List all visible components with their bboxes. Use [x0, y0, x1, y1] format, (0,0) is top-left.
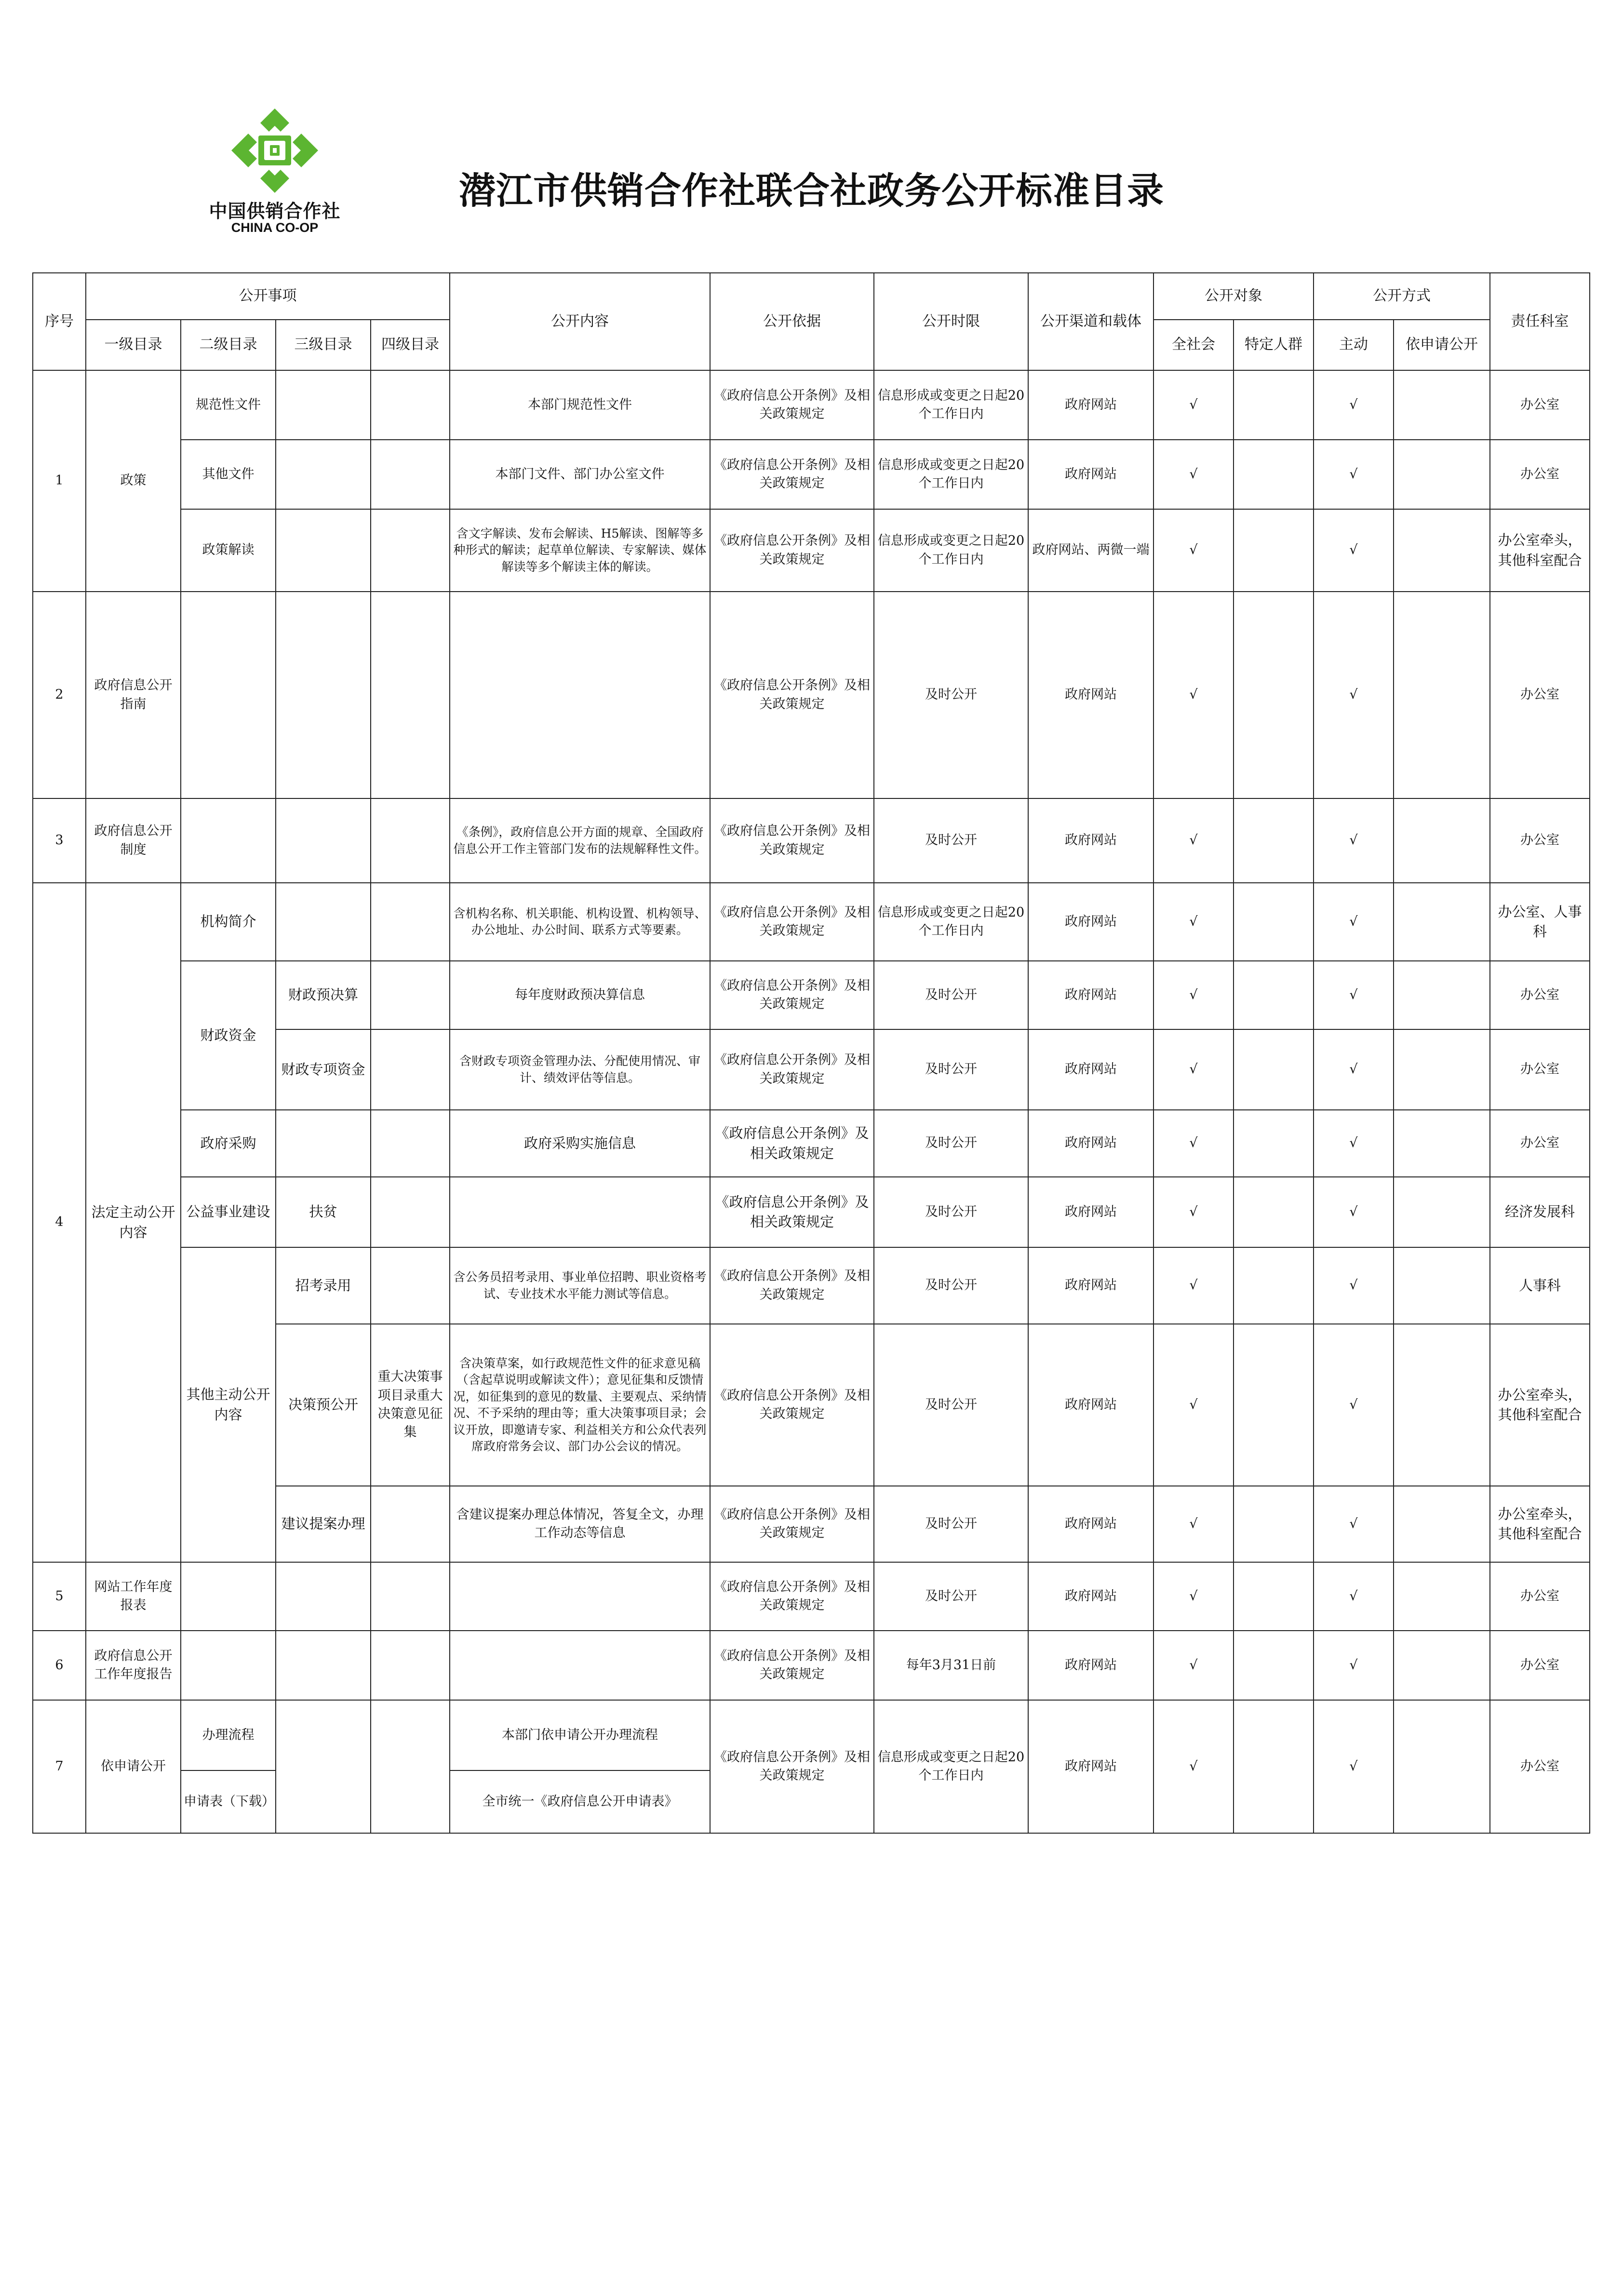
- channel-cell: 政府网站: [1028, 1177, 1154, 1247]
- target-all-check: √: [1154, 1110, 1234, 1177]
- level2-cell: 政策解读: [181, 509, 276, 592]
- target-specific-cell: [1234, 440, 1314, 509]
- target-all-check: √: [1154, 1029, 1234, 1110]
- target-all-check: √: [1154, 1631, 1234, 1700]
- table-row: [33, 798, 1590, 883]
- seq-cell: 7: [33, 1700, 86, 1833]
- method-request-cell: [1394, 1631, 1490, 1700]
- seq-cell: 1: [33, 370, 86, 592]
- logo-chinese-text: 中国供销合作社: [209, 201, 341, 222]
- target-all-check: √: [1154, 961, 1234, 1029]
- channel-cell: 政府网站: [1028, 1324, 1154, 1486]
- time-cell: 每年3月31日前: [874, 1631, 1028, 1700]
- target-all-check: √: [1154, 1247, 1234, 1324]
- content-cell: 政府采购实施信息: [450, 1110, 710, 1177]
- level4-cell: [371, 592, 450, 798]
- method-request-cell: [1394, 1324, 1490, 1486]
- basis-cell: 《政府信息公开条例》及相关政策规定: [710, 1247, 874, 1324]
- content-cell: 含财政专项资金管理办法、分配使用情况、审计、绩效评估等信息。: [450, 1029, 710, 1110]
- time-cell: 及时公开: [874, 1486, 1028, 1562]
- content-cell: 本部门文件、部门办公室文件: [450, 440, 710, 509]
- target-all-check: √: [1154, 1324, 1234, 1486]
- header-level2: 二级目录: [181, 320, 276, 370]
- header-method-request: 依申请公开: [1394, 320, 1490, 370]
- channel-cell: 政府网站、两微一端: [1028, 509, 1154, 592]
- header-basis: 公开依据: [710, 273, 874, 370]
- dept-cell: 办公室: [1490, 592, 1590, 798]
- table-row: [33, 1562, 1590, 1631]
- level4-cell: [371, 1700, 450, 1833]
- method-request-cell: [1394, 798, 1490, 883]
- target-all-check: √: [1154, 370, 1234, 440]
- method-active-check: √: [1314, 1029, 1394, 1110]
- content-cell: 《条例》，政府信息公开方面的规章、全国政府信息公开工作主管部门发布的法规解释性文件。: [450, 798, 710, 883]
- level1-cell: 政策: [86, 370, 181, 592]
- level1-cell: 网站工作年度报表: [86, 1562, 181, 1631]
- target-specific-cell: [1234, 592, 1314, 798]
- channel-cell: 政府网站: [1028, 592, 1154, 798]
- dept-cell: 办公室: [1490, 798, 1590, 883]
- level3-cell: [276, 1110, 371, 1177]
- table-row: [33, 1631, 1590, 1700]
- basis-cell: 《政府信息公开条例》及相关政策规定: [710, 1486, 874, 1562]
- basis-cell: 《政府信息公开条例》及相关政策规定: [710, 1110, 874, 1177]
- method-request-cell: [1394, 592, 1490, 798]
- method-active-check: √: [1314, 1631, 1394, 1700]
- dept-cell: 办公室牵头，其他科室配合: [1490, 1324, 1590, 1486]
- seq-cell: 2: [33, 592, 86, 798]
- channel-cell: 政府网站: [1028, 1700, 1154, 1833]
- time-cell: 及时公开: [874, 1029, 1028, 1110]
- method-active-check: √: [1314, 798, 1394, 883]
- dept-cell: 办公室: [1490, 1631, 1590, 1700]
- header-level4: 四级目录: [371, 320, 450, 370]
- target-all-check: √: [1154, 1486, 1234, 1562]
- time-cell: 及时公开: [874, 1177, 1028, 1247]
- level3-cell: [276, 1700, 371, 1833]
- target-specific-cell: [1234, 1029, 1314, 1110]
- channel-cell: 政府网站: [1028, 370, 1154, 440]
- basis-cell: 《政府信息公开条例》及相关政策规定: [710, 1177, 874, 1247]
- level3-cell: 财政专项资金: [276, 1029, 371, 1110]
- dept-cell: 办公室: [1490, 440, 1590, 509]
- seq-cell: 4: [33, 883, 86, 1562]
- method-active-check: √: [1314, 1177, 1394, 1247]
- header-dept: 责任科室: [1490, 273, 1590, 370]
- target-all-check: √: [1154, 1562, 1234, 1631]
- basis-cell: 《政府信息公开条例》及相关政策规定: [710, 1700, 874, 1833]
- level2-cell: 政府采购: [181, 1110, 276, 1177]
- level3-cell: 决策预公开: [276, 1324, 371, 1486]
- method-request-cell: [1394, 1486, 1490, 1562]
- channel-cell: 政府网站: [1028, 1562, 1154, 1631]
- time-cell: 信息形成或变更之日起20个工作日内: [874, 1700, 1028, 1833]
- disclosure-catalog-table: [32, 272, 1590, 1834]
- level2-cell: [181, 1631, 276, 1700]
- table-row: [33, 440, 1590, 509]
- basis-cell: 《政府信息公开条例》及相关政策规定: [710, 798, 874, 883]
- table-row: [33, 961, 1590, 1029]
- seq-cell: 3: [33, 798, 86, 883]
- level4-cell: [371, 1029, 450, 1110]
- level1-cell: 政府信息公开工作年度报告: [86, 1631, 181, 1700]
- method-request-cell: [1394, 440, 1490, 509]
- header-matters: 公开事项: [86, 273, 450, 320]
- target-specific-cell: [1234, 1324, 1314, 1486]
- target-specific-cell: [1234, 1562, 1314, 1631]
- dept-cell: 人事科: [1490, 1247, 1590, 1324]
- content-cell: 含公务员招考录用、事业单位招聘、职业资格考试、专业技术水平能力测试等信息。: [450, 1247, 710, 1324]
- time-cell: 及时公开: [874, 1110, 1028, 1177]
- channel-cell: 政府网站: [1028, 1110, 1154, 1177]
- time-cell: 及时公开: [874, 1324, 1028, 1486]
- target-specific-cell: [1234, 1700, 1314, 1833]
- level4-cell: [371, 1177, 450, 1247]
- method-active-check: √: [1314, 1486, 1394, 1562]
- content-cell: 含建议提案办理总体情况，答复全文，办理工作动态等信息: [450, 1486, 710, 1562]
- time-cell: 及时公开: [874, 798, 1028, 883]
- channel-cell: 政府网站: [1028, 1029, 1154, 1110]
- target-all-check: √: [1154, 1177, 1234, 1247]
- content-cell: 含决策草案，如行政规范性文件的征求意见稿（含起草说明或解读文件）；意见征集和反馈情况，如征集到的意见的数量、主要观点、采纳情况、不予采纳的理由等；重大决策事项目录；会议开放，即邀请专家、利益相关方和公众代表列席政府常务会议、部门办公会议的情况。: [450, 1324, 710, 1486]
- level4-cell: [371, 961, 450, 1029]
- header-level3: 三级目录: [276, 320, 371, 370]
- method-request-cell: [1394, 1562, 1490, 1631]
- header-channel: 公开渠道和载体: [1028, 273, 1154, 370]
- method-active-check: √: [1314, 1247, 1394, 1324]
- time-cell: 信息形成或变更之日起20个工作日内: [874, 883, 1028, 961]
- level2-cell: 其他文件: [181, 440, 276, 509]
- dept-cell: 办公室: [1490, 961, 1590, 1029]
- seq-cell: 5: [33, 1562, 86, 1631]
- dept-cell: 办公室: [1490, 1029, 1590, 1110]
- header-method-active: 主动: [1314, 320, 1394, 370]
- level3-cell: [276, 370, 371, 440]
- level3-cell: [276, 798, 371, 883]
- target-specific-cell: [1234, 509, 1314, 592]
- content-cell: [450, 592, 710, 798]
- basis-cell: 《政府信息公开条例》及相关政策规定: [710, 1631, 874, 1700]
- level4-cell: [371, 798, 450, 883]
- header-target: 公开对象: [1154, 273, 1314, 320]
- page-title: 潜江市供销合作社联合社政务公开标准目录: [459, 169, 1164, 212]
- time-cell: 及时公开: [874, 1247, 1028, 1324]
- seq-cell: 6: [33, 1631, 86, 1700]
- channel-cell: 政府网站: [1028, 961, 1154, 1029]
- header-content: 公开内容: [450, 273, 710, 370]
- target-all-check: √: [1154, 440, 1234, 509]
- dept-cell: 办公室、人事科: [1490, 883, 1590, 961]
- table-row: [33, 1700, 1590, 1770]
- content-cell: 每年度财政预决算信息: [450, 961, 710, 1029]
- method-request-cell: [1394, 1700, 1490, 1833]
- dept-cell: 办公室: [1490, 1110, 1590, 1177]
- channel-cell: 政府网站: [1028, 1631, 1154, 1700]
- table-row: [33, 1177, 1590, 1247]
- method-active-check: √: [1314, 1110, 1394, 1177]
- header-method: 公开方式: [1314, 273, 1490, 320]
- dept-cell: 办公室: [1490, 1700, 1590, 1833]
- channel-cell: 政府网站: [1028, 1247, 1154, 1324]
- level4-cell: [371, 509, 450, 592]
- method-active-check: √: [1314, 592, 1394, 798]
- target-all-check: √: [1154, 883, 1234, 961]
- target-specific-cell: [1234, 1110, 1314, 1177]
- table-row: [33, 1110, 1590, 1177]
- level1-cell: 政府信息公开指南: [86, 592, 181, 798]
- dept-cell: 办公室牵头，其他科室配合: [1490, 1486, 1590, 1562]
- content-cell: 本部门依申请公开办理流程: [450, 1700, 710, 1770]
- level3-cell: 财政预决算: [276, 961, 371, 1029]
- basis-cell: 《政府信息公开条例》及相关政策规定: [710, 1324, 874, 1486]
- target-all-check: √: [1154, 509, 1234, 592]
- basis-cell: 《政府信息公开条例》及相关政策规定: [710, 509, 874, 592]
- level4-cell: [371, 1110, 450, 1177]
- method-request-cell: [1394, 1247, 1490, 1324]
- target-specific-cell: [1234, 370, 1314, 440]
- basis-cell: 《政府信息公开条例》及相关政策规定: [710, 961, 874, 1029]
- dept-cell: 经济发展科: [1490, 1177, 1590, 1247]
- level4-cell: [371, 370, 450, 440]
- table-row: [33, 592, 1590, 798]
- level2-cell: 公益事业建设: [181, 1177, 276, 1247]
- target-specific-cell: [1234, 961, 1314, 1029]
- level2-cell: [181, 1562, 276, 1631]
- method-active-check: √: [1314, 1562, 1394, 1631]
- target-specific-cell: [1234, 1631, 1314, 1700]
- basis-cell: 《政府信息公开条例》及相关政策规定: [710, 1029, 874, 1110]
- level3-cell: 扶贫: [276, 1177, 371, 1247]
- method-request-cell: [1394, 961, 1490, 1029]
- time-cell: 及时公开: [874, 592, 1028, 798]
- target-specific-cell: [1234, 1486, 1314, 1562]
- method-request-cell: [1394, 509, 1490, 592]
- content-cell: 本部门规范性文件: [450, 370, 710, 440]
- method-active-check: √: [1314, 961, 1394, 1029]
- level2-cell: 其他主动公开内容: [181, 1247, 276, 1562]
- target-specific-cell: [1234, 1247, 1314, 1324]
- method-active-check: √: [1314, 1700, 1394, 1833]
- target-specific-cell: [1234, 798, 1314, 883]
- method-active-check: √: [1314, 440, 1394, 509]
- level2-cell: 机构简介: [181, 883, 276, 961]
- dept-cell: 办公室牵头，其他科室配合: [1490, 509, 1590, 592]
- table-row: [33, 883, 1590, 961]
- basis-cell: 《政府信息公开条例》及相关政策规定: [710, 440, 874, 509]
- basis-cell: 《政府信息公开条例》及相关政策规定: [710, 1562, 874, 1631]
- level4-cell: [371, 1631, 450, 1700]
- header-target-all: 全社会: [1154, 320, 1234, 370]
- method-request-cell: [1394, 1029, 1490, 1110]
- level3-cell: [276, 1562, 371, 1631]
- time-cell: 信息形成或变更之日起20个工作日内: [874, 370, 1028, 440]
- header-seq: 序号: [33, 273, 86, 370]
- basis-cell: 《政府信息公开条例》及相关政策规定: [710, 370, 874, 440]
- level3-cell: [276, 592, 371, 798]
- level3-cell: [276, 440, 371, 509]
- table-row: [33, 509, 1590, 592]
- level3-cell: [276, 509, 371, 592]
- method-request-cell: [1394, 1177, 1490, 1247]
- level4-cell: [371, 883, 450, 961]
- content-cell: 全市统一《政府信息公开申请表》: [450, 1770, 710, 1833]
- level4-cell: [371, 1486, 450, 1562]
- level4-cell: [371, 1247, 450, 1324]
- level2-cell: [181, 592, 276, 798]
- content-cell: [450, 1177, 710, 1247]
- dept-cell: 办公室: [1490, 370, 1590, 440]
- level4-cell: [371, 440, 450, 509]
- logo-english-text: CHINA CO-OP: [231, 220, 319, 235]
- level3-cell: 招考录用: [276, 1247, 371, 1324]
- content-cell: [450, 1631, 710, 1700]
- level2-cell: 办理流程: [181, 1700, 276, 1770]
- header-level1: 一级目录: [86, 320, 181, 370]
- content-cell: [450, 1562, 710, 1631]
- table-row: [33, 1247, 1590, 1324]
- channel-cell: 政府网站: [1028, 798, 1154, 883]
- time-cell: 及时公开: [874, 961, 1028, 1029]
- basis-cell: 《政府信息公开条例》及相关政策规定: [710, 592, 874, 798]
- time-cell: 及时公开: [874, 1562, 1028, 1631]
- level4-cell: 重大决策事项目录重大决策意见征集: [371, 1324, 450, 1486]
- level3-cell: [276, 883, 371, 961]
- method-active-check: √: [1314, 1324, 1394, 1486]
- time-cell: 信息形成或变更之日起20个工作日内: [874, 509, 1028, 592]
- channel-cell: 政府网站: [1028, 1486, 1154, 1562]
- content-cell: 含机构名称、机关职能、机构设置、机构领导、办公地址、办公时间、联系方式等要素。: [450, 883, 710, 961]
- header-target-specific: 特定人群: [1234, 320, 1314, 370]
- target-specific-cell: [1234, 1177, 1314, 1247]
- method-request-cell: [1394, 883, 1490, 961]
- level4-cell: [371, 1562, 450, 1631]
- level1-cell: 政府信息公开制度: [86, 798, 181, 883]
- channel-cell: 政府网站: [1028, 440, 1154, 509]
- target-all-check: √: [1154, 798, 1234, 883]
- level2-cell: 申请表（下载）: [181, 1770, 276, 1833]
- method-request-cell: [1394, 1110, 1490, 1177]
- method-active-check: √: [1314, 509, 1394, 592]
- dept-cell: 办公室: [1490, 1562, 1590, 1631]
- method-active-check: √: [1314, 370, 1394, 440]
- level1-cell: 法定主动公开内容: [86, 883, 181, 1562]
- level3-cell: 建议提案办理: [276, 1486, 371, 1562]
- level2-cell: 财政资金: [181, 961, 276, 1110]
- target-all-check: √: [1154, 592, 1234, 798]
- table-row: [33, 370, 1590, 440]
- channel-cell: 政府网站: [1028, 883, 1154, 961]
- target-specific-cell: [1234, 883, 1314, 961]
- level3-cell: [276, 1631, 371, 1700]
- time-cell: 信息形成或变更之日起20个工作日内: [874, 440, 1028, 509]
- header-time: 公开时限: [874, 273, 1028, 370]
- level2-cell: 规范性文件: [181, 370, 276, 440]
- level1-cell: 依申请公开: [86, 1700, 181, 1833]
- target-all-check: √: [1154, 1700, 1234, 1833]
- method-active-check: √: [1314, 883, 1394, 961]
- basis-cell: 《政府信息公开条例》及相关政策规定: [710, 883, 874, 961]
- level2-cell: [181, 798, 276, 883]
- content-cell: 含文字解读、发布会解读、H5解读、图解等多种形式的解读；起草单位解读、专家解读、媒体解读等多个解读主体的解读。: [450, 509, 710, 592]
- method-request-cell: [1394, 370, 1490, 440]
